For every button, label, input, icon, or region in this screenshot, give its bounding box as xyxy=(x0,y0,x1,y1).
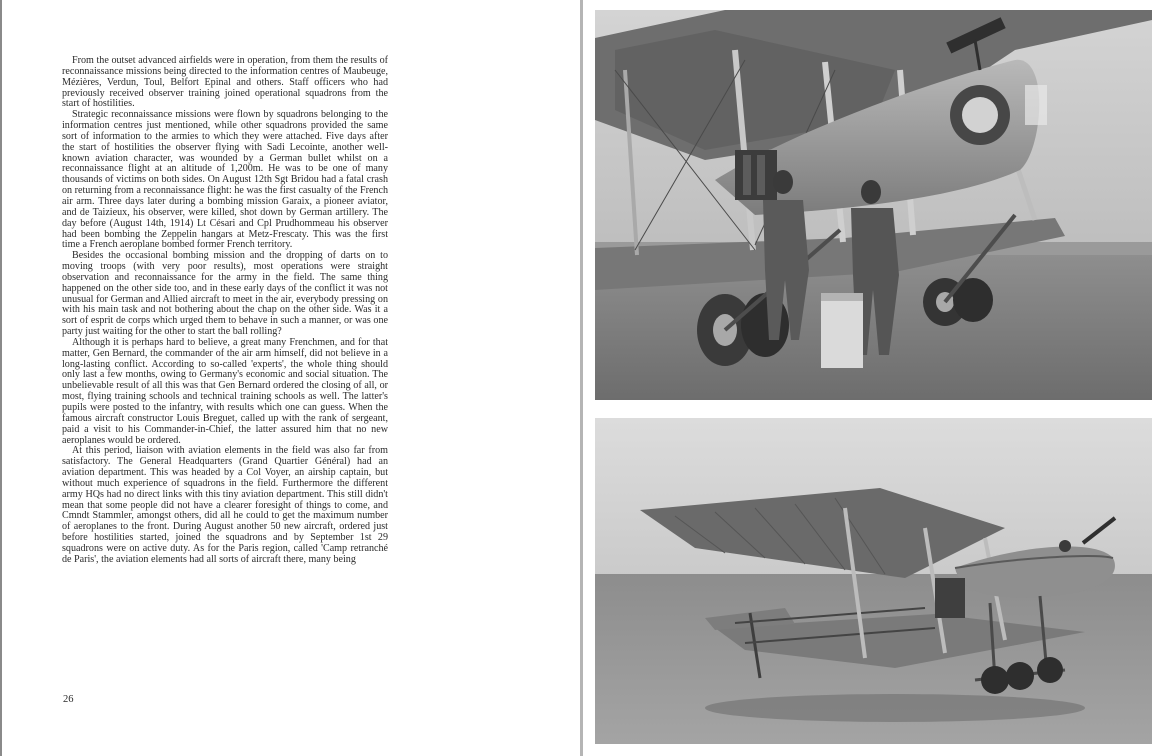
paragraph-4: Although it is perhaps hard to believe, a great many Frenchmen, and for that matter, Gen Bernard, the commander of the air arm himself, did not believe in a long-lasting conflict. According to so-called 'experts', the whole thing should only last a few months, owing to Germany's economic and social situation. The unbelievable result of all this was that Gen Bernard ordered the closing of all, or most, flying training schools and technical training schools as well. The latter's pupils were posted to the infantry, with results which one can guess. When the famous aircraft constructor Louis Breguet, called up with the rank of sergeant, paid a visit to his Commander-in-Chief, the latter assured him that no new aeroplanes would be ordered. xyxy=(62,336,388,446)
left-page xyxy=(2,0,580,756)
biplane-with-crew-photo xyxy=(595,10,1152,400)
biplane-on-airfield-photo xyxy=(595,418,1152,744)
paragraph-5: At this period, liaison with aviation elements in the field was also far from satisfactory. The General Headquarters (Grand Quartier Général) had an aviation department. This was headed by a Col Voyer, an airship captain, but without much experience of squadrons in the field. Furthermore the different army HQs had no direct links with this tiny aviation department. This still didn't mean that some people did not have a clearer foresight of things to come, and Cmndt Stammler, amongst others, did all he could to get the maximum number of aeroplanes to the front. During August another 50 new aircraft, ordered just before hostilities started, joined the squadrons and by September 1st 29 squadrons were on active duty. As for the Paris region, called 'Camp retranché de Paris', the aviation elements had all sorts of aircraft there, many being xyxy=(62,445,388,565)
right-page xyxy=(583,0,1160,756)
paragraph-1: From the outset advanced airfields were in operation, from them the results of reconnaissance missions being directed to the information centres of Maubeuge, Mézières, Verdun, Toul, Belfort Epinal and others. Staff officers who had previously received observer training joined operational squadrons from the start of hostilities. xyxy=(62,55,388,110)
page-number: 26 xyxy=(63,694,74,705)
paragraph-3: Besides the occasional bombing mission and the dropping of darts on to moving troops (with very poor results), most operations were straight observation and reconnaissance for the army in the field. The same thing happened on the other side too, and in these early days of the conflict it was not unusual for German and Allied aircraft to meet in the air, everybody pressing on with his main task and not bothering about the chap on the other side. Was it a sort of esprit de corps which urged them to behave in such a manner, or was one party just waiting for the other to start the ball rolling? xyxy=(62,250,388,338)
body-text xyxy=(62,56,388,566)
paragraph-2: Strategic reconnaissance missions were flown by squadrons belonging to the information centres just mentioned, while other squadrons provided the same sort of information to the armies to which they were attached. Five days after the start of hostilities the observer flying with Sadi Lecointe, another well-known aviation character, was wounded by a German bullet whilst on a reconnaissance flight at an altitude of 1,200m. He was to be one of many thousands of victims on both sides. On August 12th Sgt Bridou had a fatal crash on returning from a reconnaissance flight: he was the first casualty of the French air arm. Three days later during a bombing mission Garaix, a pioneer aviator, and de Taizieux, his observer, were killed, shot down by German artillery. The day before (August 14th, 1914) Lt Césari and Cpl Prudhommeau his observer had been bombing the Zeppelin hangars at Metz-Frescaty. This was the first time a French aeroplane bombed former French territory. xyxy=(62,109,388,251)
